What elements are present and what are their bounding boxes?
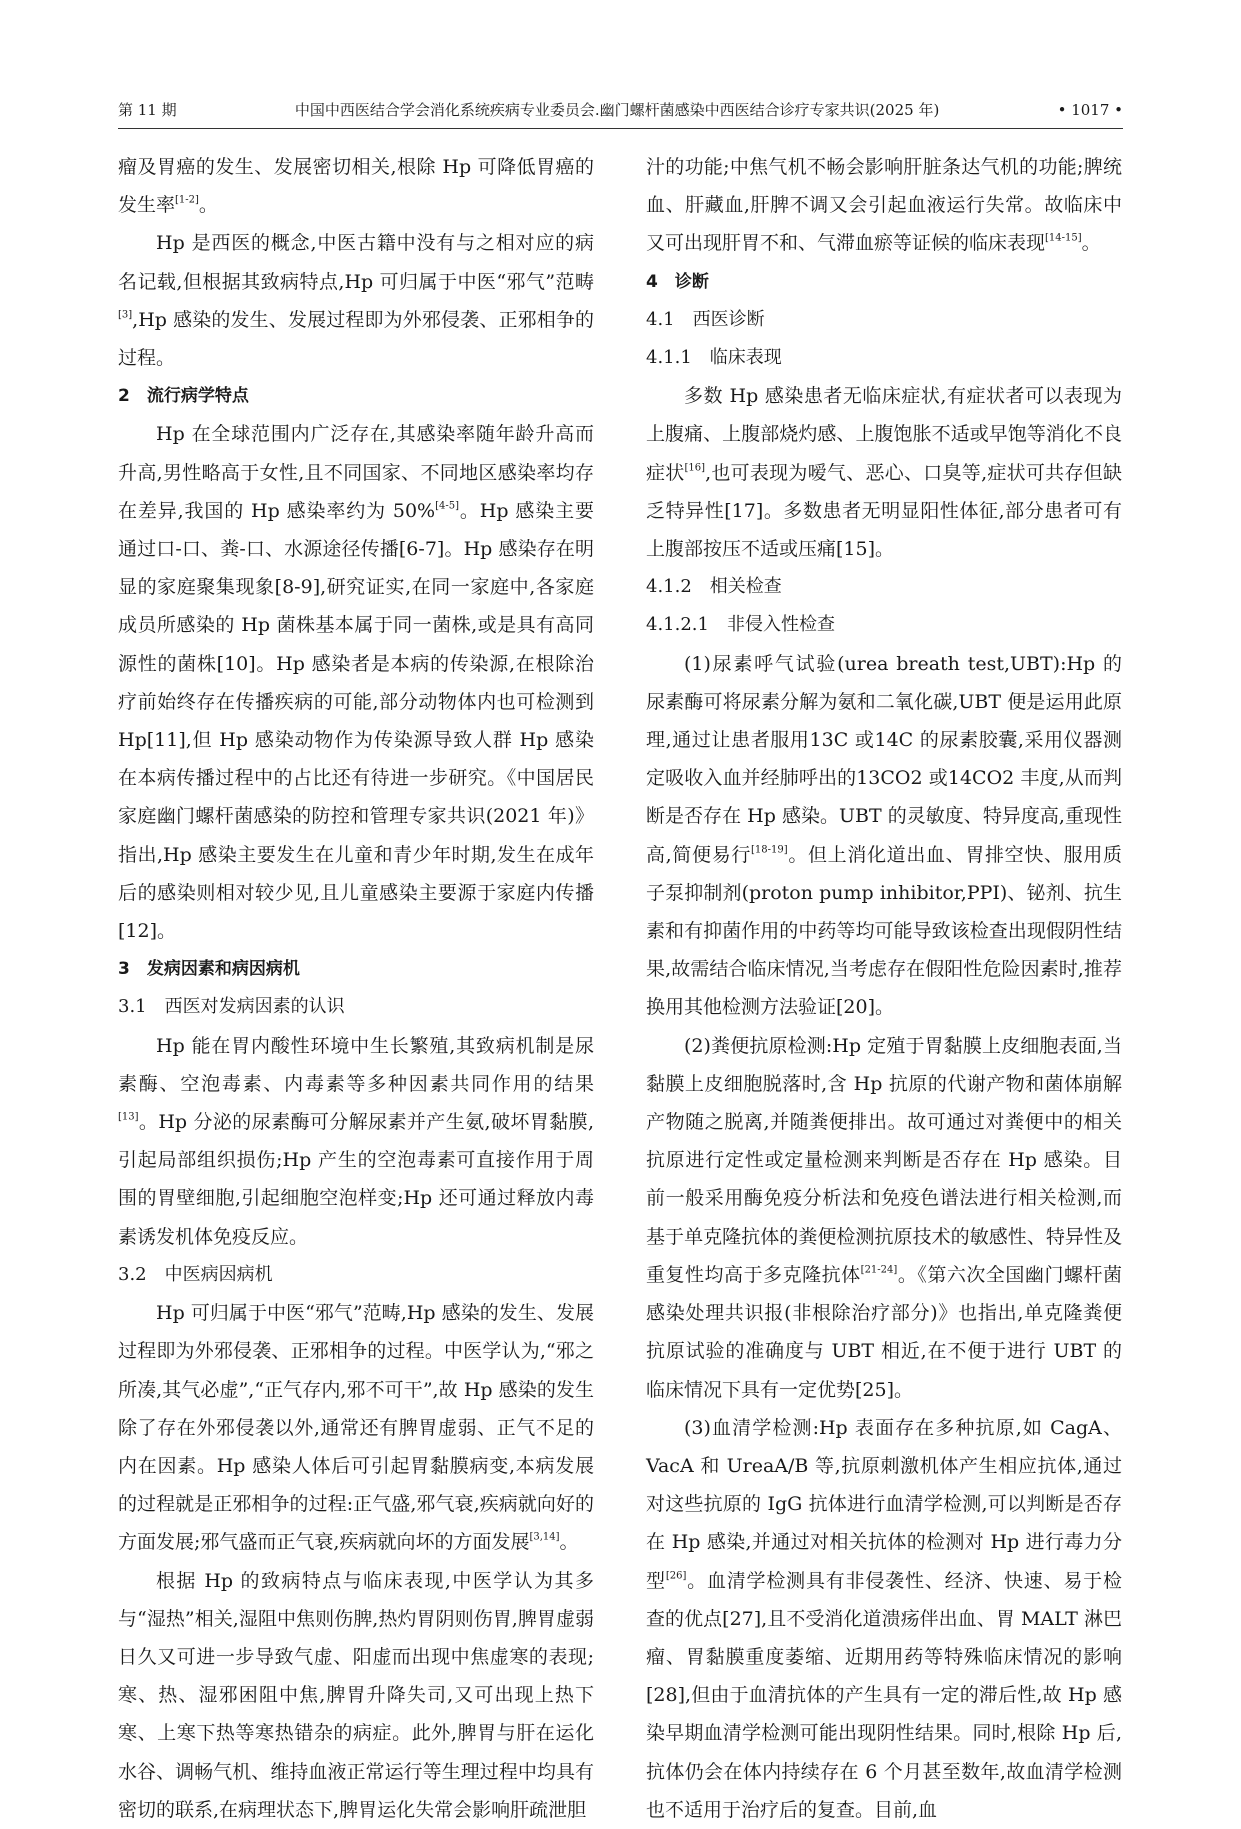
body-paragraph xyxy=(118,1562,594,1829)
header-divider xyxy=(118,128,1123,129)
subsection-heading: 4.1.2.1 非侵入性检查 xyxy=(646,614,835,636)
subsection-heading: 4.1.2 相关检查 xyxy=(646,576,782,598)
subsection-heading: 3.2 中医病因病机 xyxy=(118,1263,273,1285)
paragraph-text: Hp 是西医的概念,中医古籍中没有与之相对应的病名记载,但根据其致病特点,Hp 可归属于中医“邪气”范畴 xyxy=(118,232,594,293)
page-number: • 1017 • xyxy=(1057,101,1123,119)
body-paragraph xyxy=(646,1027,1122,1409)
citation-ref: [3,14] xyxy=(529,1531,560,1543)
subsection-heading: 3.1 西医对发病因素的认识 xyxy=(118,996,345,1018)
paragraph-text-continued: 。 xyxy=(198,194,218,217)
section-heading: 3 发病因素和病因病机 xyxy=(118,959,300,980)
citation-ref: [21-24] xyxy=(860,1264,898,1276)
section-heading: 2 流行病学特点 xyxy=(118,386,249,407)
paragraph-text: 瘤及胃癌的发生、发展密切相关,根除 Hp 可降低胃癌的发生率 xyxy=(118,156,594,217)
body-paragraph xyxy=(646,1409,1122,1829)
body-paragraph xyxy=(118,148,594,224)
running-header xyxy=(118,100,1123,120)
paragraph-text: 多数 Hp 感染患者无临床症状,有症状者可以表现为上腹痛、上腹部烧灼感、上腹饱胀不适或早饱等消化不良症状 xyxy=(646,385,1122,484)
section-heading: 4 诊断 xyxy=(646,271,709,292)
paragraph-text-continued: ,Hp 感染的发生、发展过程即为外邪侵袭、正邪相争的过程。 xyxy=(118,308,594,370)
paragraph-text-continued: 。 xyxy=(1081,232,1101,255)
paragraph-text-continued: 。《第六次全国幽门螺杆菌感染处理共识报(非根除治疗部分)》也指出,单克隆粪便抗原试验的准确度与 UBT 相近,在不便于进行 UBT 的临床情况下具有一定优势[25]。 xyxy=(646,1263,1122,1401)
issue-number: 第 11 期 xyxy=(118,101,177,119)
paragraph-text: (3)血清学检测:Hp 表面存在多种抗原,如 CagA、VacA 和 UreaA/B 等,抗原刺激机体产生相应抗体,通过对这些抗原的 IgG 抗体进行血清学检测,可以判断是否存在 Hp 感染,并通过对相关抗体的检测对 Hp 进行毒力分型 xyxy=(646,1416,1122,1592)
citation-ref: [3] xyxy=(118,309,133,321)
citation-ref: [26] xyxy=(665,1570,687,1582)
paragraph-text-continued: ,也可表现为嗳气、恶心、口臭等,症状可共存但缺乏特异性[17]。多数患者无明显阳性体征,部分患者可有上腹部按压不适或压痛[15]。 xyxy=(646,461,1122,561)
paragraph-text: Hp 可归属于中医“邪气”范畴,Hp 感染的发生、发展过程即为外邪侵袭、正邪相争的过程。中医学认为,“邪之所凑,其气必虚”,“正气存内,邪不可干”,故 Hp 感染的发生除了存在外邪侵袭以外,通常还有脾胃虚弱、正气不足的内在因素。Hp 感染人体后可引起胃黏膜病变,本病发展的过程就是正邪相争的过程:正气盛,邪气衰,疾病就向好的方面发展;邪气盛而正气衰,疾病就向坏的方面发展 xyxy=(118,1302,594,1554)
paragraph-text: 根据 Hp 的致病特点与临床表现,中医学认为其多与“湿热”相关,湿阻中焦则伤脾,热灼胃阴则伤胃,脾胃虚弱日久又可进一步导致气虚、阳虚而出现中焦虚寒的表现;寒、热、湿邪困阻中焦,脾胃升降失司,又可出现上热下寒、上寒下热等寒热错杂的病症。此外,脾胃与肝在运化水谷、调畅气机、维持血液正常运行等生理过程中均具有密切的联系,在病理状态下,脾胃运化失常会影响肝疏泄胆 xyxy=(118,1569,594,1821)
citation-ref: [18-19] xyxy=(751,844,788,856)
citation-ref: [13] xyxy=(118,1111,139,1123)
right-column xyxy=(646,148,1122,1829)
body-paragraph xyxy=(646,148,1122,263)
paragraph-text: (1)尿素呼气试验(urea breath test,UBT):Hp 的尿素酶可将尿素分解为氨和二氧化碳,UBT 便是运用此原理,通过让患者服用13C 或14C 的尿素胶囊,采用仪器测定吸收入血并经肺呼出的13CO2 或14CO2 丰度,从而判断是否存在 Hp 感染。UBT 的灵敏度、特异度高,重现性高,简便易行 xyxy=(646,652,1122,866)
paragraph-text-continued: 。但上消化道出血、胃排空快、服用质子泵抑制剂(proton pump inhibitor,PPI)、铋剂、抗生素和有抑菌作用的中药等均可能导致该检查出现假阴性结果,故需结合临床情况,当考虑存在假阳性危险因素时,推荐换用其他检测方法验证[20]。 xyxy=(646,843,1122,1019)
paragraph-text: Hp 在全球范围内广泛存在,其感染率随年龄升高而升高,男性略高于女性,且不同国家、不同地区感染率均存在差异,我国的 Hp 感染率约为 50% xyxy=(118,423,594,522)
body-paragraph xyxy=(646,377,1122,568)
citation-ref: [14-15] xyxy=(1045,232,1082,244)
left-column xyxy=(118,148,594,1829)
paragraph-text-continued: 。 xyxy=(559,1531,579,1554)
subsection-heading: 4.1.1 临床表现 xyxy=(646,347,782,369)
citation-ref: [4-5] xyxy=(435,500,460,512)
citation-ref: [16] xyxy=(684,462,706,474)
body-paragraph xyxy=(118,415,594,950)
body-paragraph xyxy=(118,1027,594,1256)
running-title: 中国中西医结合学会消化系统疾病专业委员会.幽门螺杆菌感染中西医结合诊疗专家共识(2025 年) xyxy=(294,101,940,119)
body-paragraph xyxy=(118,1294,594,1561)
body-paragraph xyxy=(118,224,594,377)
paragraph-text: (2)粪便抗原检测:Hp 定殖于胃黏膜上皮细胞表面,当黏膜上皮细胞脱落时,含 Hp 抗原的代谢产物和菌体崩解产物随之脱离,并随粪便排出。故可通过对粪便中的相关抗原进行定性或定量检测来判断是否存在 Hp 感染。目前一般采用酶免疫分析法和免疫色谱法进行相关检测,而基于单克隆抗体的粪便检测抗原技术的敏感性、特异性及重复性均高于多克隆抗体 xyxy=(646,1034,1122,1286)
body-paragraph xyxy=(646,645,1122,1027)
paragraph-text: 汁的功能;中焦气机不畅会影响肝脏条达气机的功能;脾统血、肝藏血,肝脾不调又会引起血液运行失常。故临床中又可出现肝胃不和、气滞血瘀等证候的临床表现 xyxy=(646,156,1122,255)
citation-ref: [1-2] xyxy=(175,194,199,206)
subsection-heading: 4.1 西医诊断 xyxy=(646,308,765,330)
paragraph-text-continued: 。Hp 分泌的尿素酶可分解尿素并产生氨,破坏胃黏膜,引起局部组织损伤;Hp 产生的空泡毒素可直接作用于周围的胃壁细胞,引起细胞空泡样变;Hp 还可通过释放内毒素诱发机体免疫反应。 xyxy=(118,1111,594,1248)
paragraph-text-continued: 。血清学检测具有非侵袭性、经济、快速、易于检查的优点[27],且不受消化道溃疡伴出血、胃 MALT 淋巴瘤、胃黏膜重度萎缩、近期用药等特殊临床情况的影响[28],但由于血清抗体的产生具有一定的滞后性,故 Hp 感染早期血清学检测可能出现阴性结果。同时,根除 Hp 后,抗体仍会在体内持续存在 6 个月甚至数年,故血清学检测也不适用于治疗后的复查。目前,血 xyxy=(646,1569,1122,1821)
paragraph-text: Hp 能在胃内酸性环境中生长繁殖,其致病机制是尿素酶、空泡毒素、内毒素等多种因素共同作用的结果 xyxy=(118,1034,594,1095)
paragraph-text-continued: 。Hp 感染主要通过口-口、粪-口、水源途径传播[6-7]。Hp 感染存在明显的家庭聚集现象[8-9],研究证实,在同一家庭中,各家庭成员所感染的 Hp 菌株基本属于同一菌株,或是具有高同源性的菌株[10]。Hp 感染者是本病的传染源,在根除治疗前始终存在传播疾病的可能,部分动物体内也可检测到 Hp[11],但 Hp 感染动物作为传染源导致人群 Hp 感染在本病传播过程中的占比还有待进一步研究。《中国居民家庭幽门螺杆菌感染的防控和管理专家共识(2021 年)》指出,Hp 感染主要发生在儿童和青少年时期,发生在成年后的感染则相对较少见,且儿童感染主要源于家庭内传播[12]。 xyxy=(118,499,594,943)
